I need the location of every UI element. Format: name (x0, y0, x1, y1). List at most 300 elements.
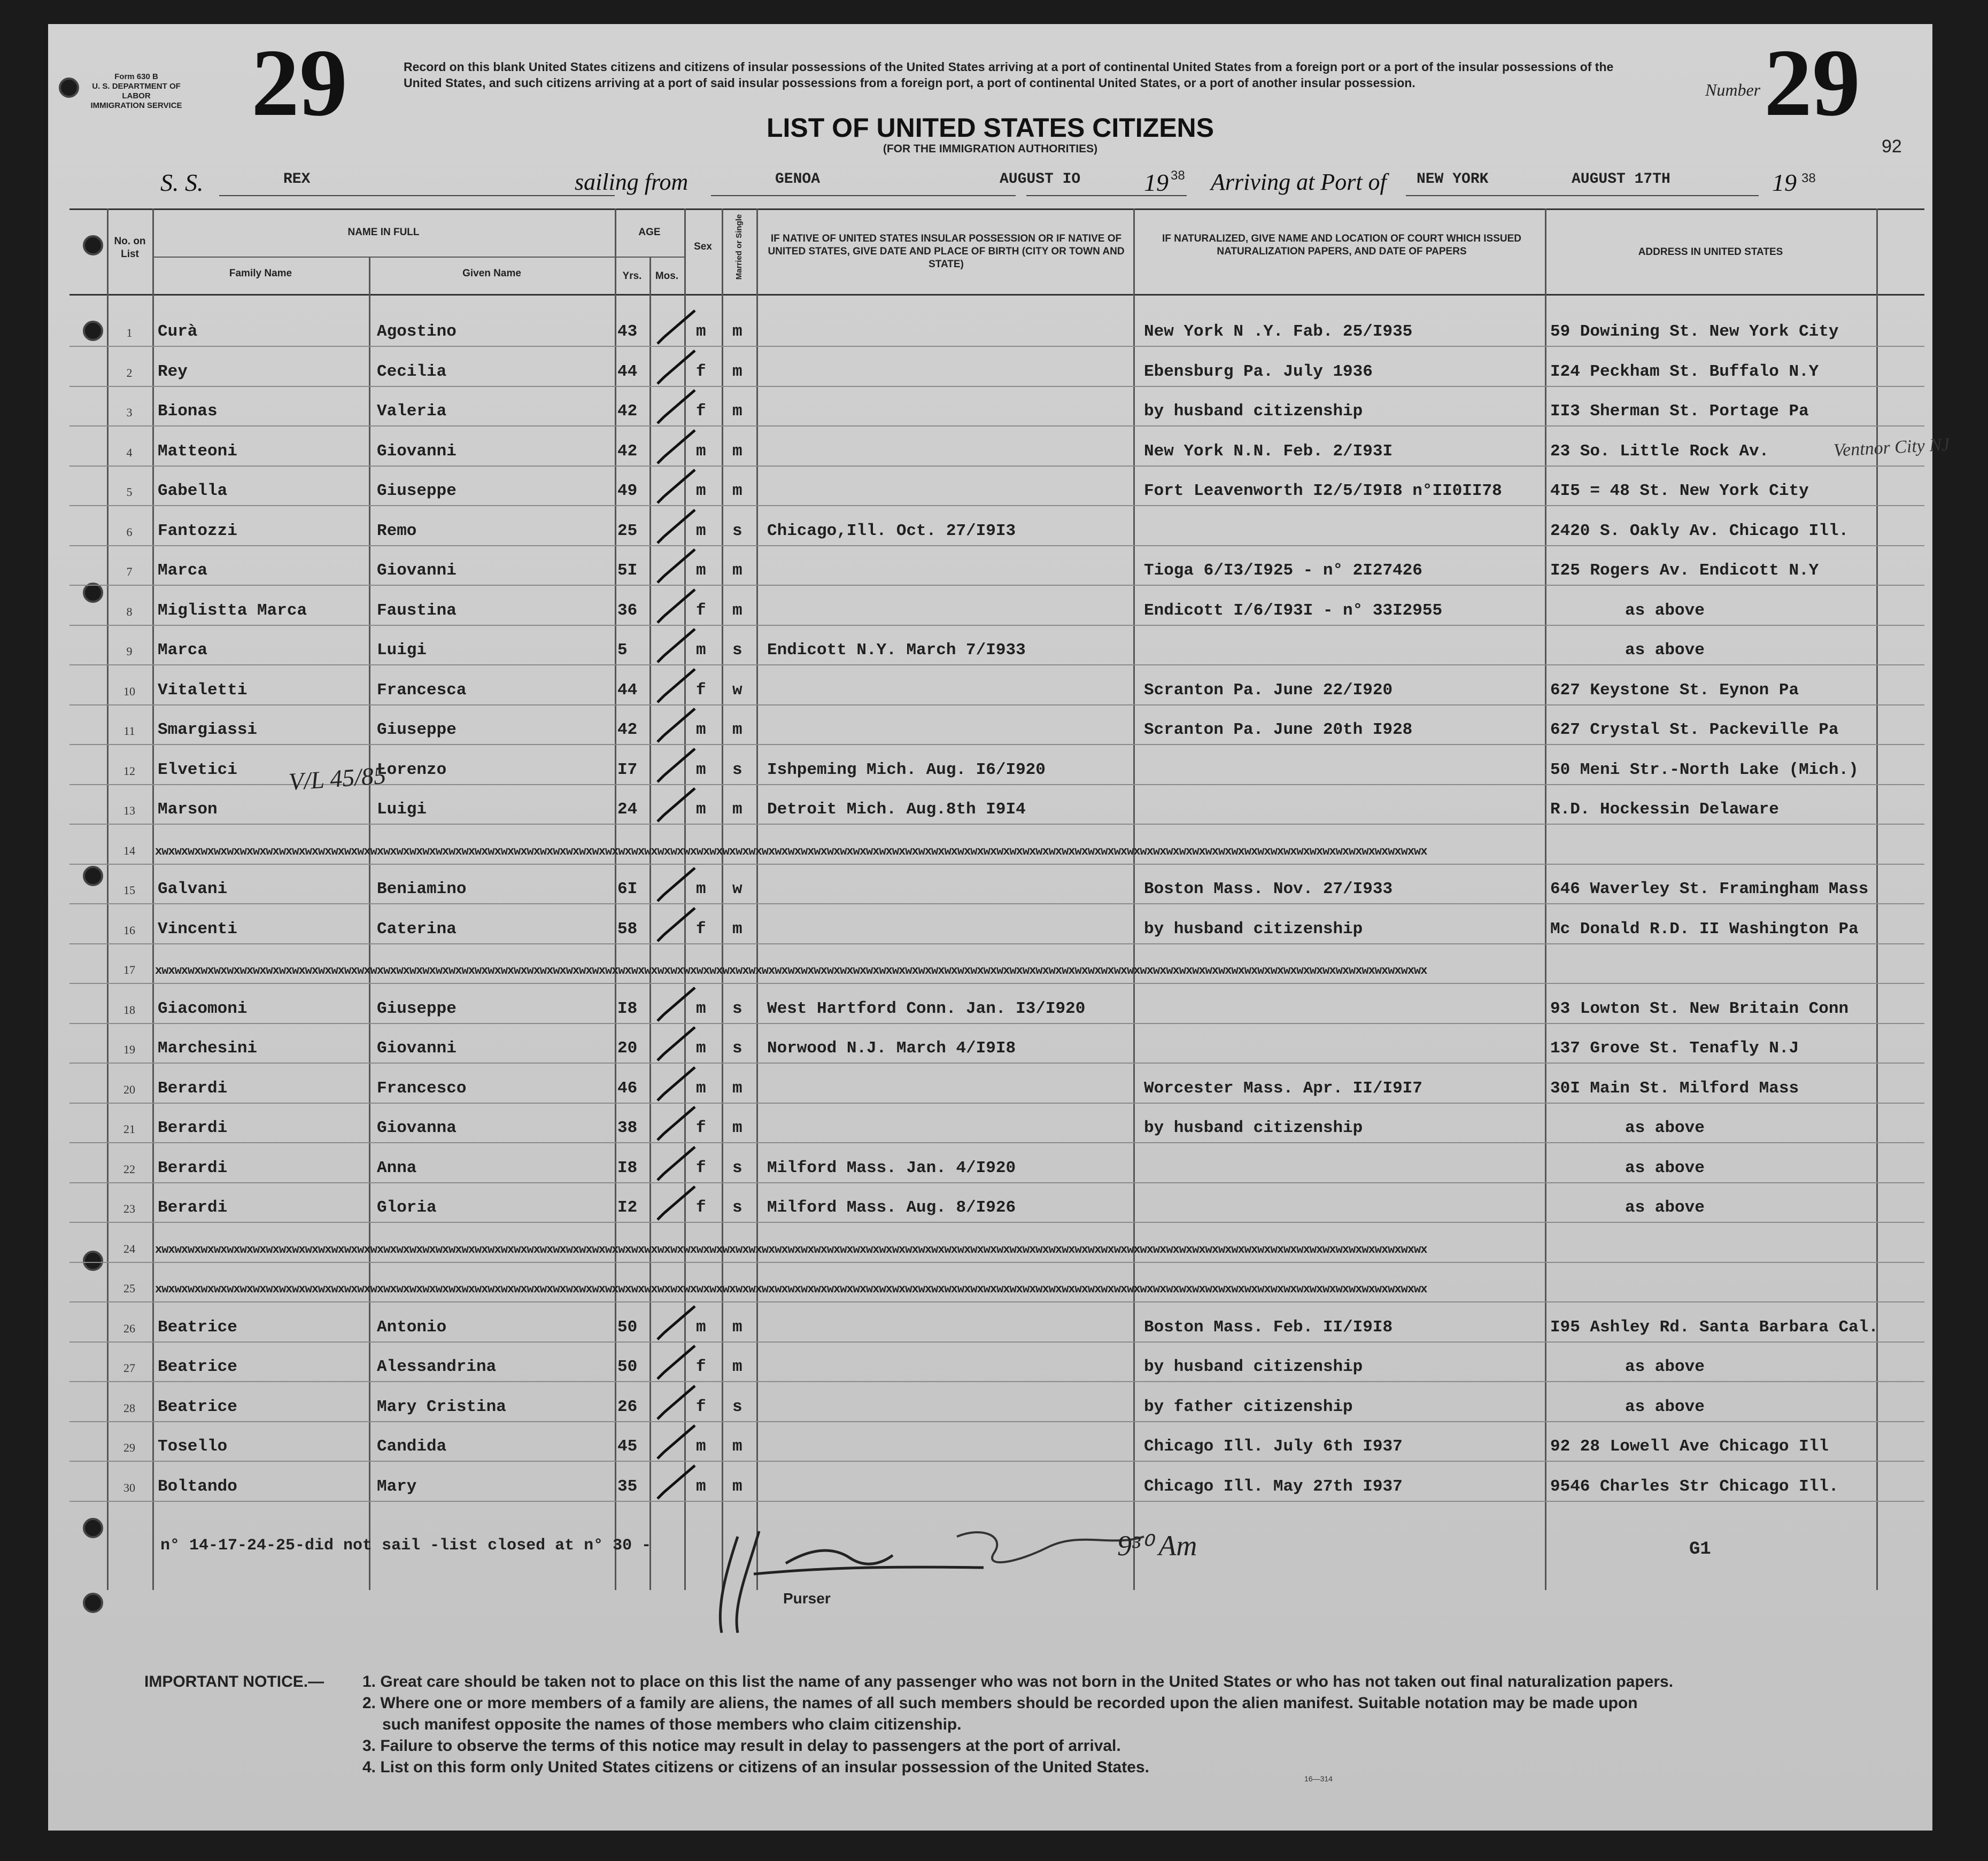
given-name: Remo (377, 522, 417, 540)
birth-place-date: Detroit Mich. Aug.8th I9I4 (767, 800, 1026, 819)
naturalization-court: Ebensburg Pa. July 1936 (1144, 362, 1373, 381)
list-number-right: 29 (1764, 29, 1860, 136)
us-address: 23 So. Little Rock Av. (1550, 442, 1769, 461)
age-years: 26 (617, 1398, 638, 1416)
row-number: 15 (123, 883, 135, 897)
family-name: Beatrice (158, 1318, 237, 1337)
naturalization-court: Boston Mass. Nov. 27/I933 (1144, 880, 1393, 898)
check-mark-icon (652, 1143, 700, 1185)
row-number: 24 (123, 1242, 135, 1255)
row-rule (69, 1142, 1924, 1143)
marital-status: s (732, 1159, 742, 1177)
check-mark-icon (652, 1182, 700, 1225)
check-mark-icon (652, 745, 700, 787)
given-name: Alessandrina (377, 1358, 497, 1376)
age-years: 6I (617, 880, 638, 898)
row-number: 28 (123, 1401, 135, 1415)
row-number: 20 (123, 1083, 135, 1096)
check-mark-icon (652, 625, 700, 668)
row-number: 14 (123, 844, 135, 857)
cancelled-row-marks: xwxwxwxwxwxwxwxwxwxwxwxwxwxwxwxwxwxwxwxwxwxwxwxwxwxwxwxwxwxwxwxwxwxwxwxwxwxwxwxwxwxwxwxwxwxwxwxwxwxwxwxwxwxwxwxwxwxwxwxwxwxwxwxwxwxwxwxwxwxwxwxwxwxwxwxwxwxwxwxwxwxwxwxwxwxwxwxwxwxwxwxwxwxwxwxwxwx (155, 1243, 1427, 1257)
row-rule (69, 1023, 1924, 1024)
row-number: 25 (123, 1282, 135, 1295)
us-address: Mc Donald R.D. II Washington Pa (1550, 920, 1859, 939)
number-label: Number (1705, 80, 1761, 99)
sail-date: AUGUST IO (1000, 171, 1081, 188)
sex: f (696, 601, 706, 620)
us-address: as above (1625, 601, 1705, 620)
given-name: Agostino (377, 322, 457, 341)
given-name: Anna (377, 1159, 417, 1177)
family-name: Giacomoni (158, 999, 247, 1018)
table-top-border (69, 208, 1924, 210)
naturalization-court: by husband citizenship (1144, 1119, 1363, 1137)
row-rule (69, 1301, 1924, 1302)
us-address: as above (1625, 1119, 1705, 1137)
given-name: Giuseppe (377, 999, 457, 1018)
marital-status: m (732, 482, 742, 500)
age-years: 42 (617, 402, 638, 421)
given-name: Valeria (377, 402, 447, 421)
sex: m (696, 322, 706, 341)
sex: m (696, 1318, 706, 1337)
col-naturalized-header: IF NATURALIZED, GIVE NAME AND LOCATION OF COURT WHICH ISSUED NATURALIZATION PAPERS, AND DATE OF PAPERS (1162, 233, 1521, 257)
col-sex-header: Sex (694, 241, 712, 252)
corner-number: 92 (1882, 136, 1902, 157)
binder-hole (83, 321, 103, 341)
marital-status: s (732, 1039, 742, 1058)
row-rule (69, 346, 1924, 347)
marital-status: s (732, 641, 742, 660)
purser-label: Purser (783, 1590, 831, 1607)
row-number: 3 (126, 406, 133, 419)
row-rule (69, 1342, 1924, 1343)
age-years: I8 (617, 1159, 638, 1177)
check-mark-icon (652, 983, 700, 1026)
row-rule (69, 704, 1924, 705)
age-years: 42 (617, 720, 638, 739)
check-mark-icon (652, 1302, 700, 1345)
row-rule (69, 1501, 1924, 1502)
us-address: 30I Main St. Milford Mass (1550, 1079, 1799, 1098)
col-mos-header: Mos. (655, 270, 679, 282)
col-no-header: No. on List (114, 236, 146, 260)
family-name: Rey (158, 362, 188, 381)
check-mark-icon (652, 1023, 700, 1066)
check-mark-icon (652, 1063, 700, 1106)
family-name: Smargiassi (158, 720, 258, 739)
from-underline (711, 195, 1016, 196)
notice-heading: IMPORTANT NOTICE.— (144, 1673, 324, 1691)
cancelled-row-marks: xwxwxwxwxwxwxwxwxwxwxwxwxwxwxwxwxwxwxwxwxwxwxwxwxwxwxwxwxwxwxwxwxwxwxwxwxwxwxwxwxwxwxwxwxwxwxwxwxwxwxwxwxwxwxwxwxwxwxwxwxwxwxwxwxwxwxwxwxwxwxwxwxwxwxwxwxwxwxwxwxwxwxwxwxwxwxwxwxwxwxwxwxwxwxwxwxwx (155, 845, 1427, 858)
col-line (152, 208, 154, 1590)
us-address: as above (1625, 1159, 1705, 1177)
col-name-header: NAME IN FULL (347, 227, 420, 238)
us-address: as above (1625, 1358, 1705, 1376)
sex: m (696, 482, 706, 500)
row-rule (69, 1421, 1924, 1422)
age-years: 58 (617, 920, 638, 939)
naturalization-court: Fort Leavenworth I2/5/I9I8 n°II0II78 (1144, 482, 1502, 500)
cancelled-row-marks: xwxwxwxwxwxwxwxwxwxwxwxwxwxwxwxwxwxwxwxwxwxwxwxwxwxwxwxwxwxwxwxwxwxwxwxwxwxwxwxwxwxwxwxwxwxwxwxwxwxwxwxwxwxwxwxwxwxwxwxwxwxwxwxwxwxwxwxwxwxwxwxwxwxwxwxwxwxwxwxwxwxwxwxwxwxwxwxwxwxwxwxwxwxwxwxwxwx (155, 1283, 1427, 1296)
given-name: Caterina (377, 920, 457, 939)
check-mark-icon (652, 1103, 700, 1145)
family-name: Miglistta Marca (158, 601, 307, 620)
form-number: Form 630 B (114, 72, 158, 81)
col-line (1876, 208, 1878, 1590)
naturalization-court: Tioga 6/I3/I925 - n° 2I27426 (1144, 561, 1422, 580)
given-name: Giuseppe (377, 720, 457, 739)
sex: f (696, 362, 706, 381)
us-address: 2420 S. Oakly Av. Chicago Ill. (1550, 522, 1849, 540)
check-mark-icon (652, 386, 700, 429)
row-number: 5 (126, 485, 133, 499)
row-number: 2 (126, 366, 133, 379)
check-mark-icon (652, 306, 700, 349)
sex: f (696, 1198, 706, 1217)
family-name: Fantozzi (158, 522, 237, 540)
col-line (369, 257, 370, 1590)
age-years: 25 (617, 522, 638, 540)
marital-status: m (732, 800, 742, 819)
manifest-sheet (48, 24, 1950, 1831)
binder-hole (83, 1593, 103, 1613)
family-name: Berardi (158, 1159, 228, 1177)
row-rule (69, 1103, 1924, 1104)
age-years: 45 (617, 1437, 638, 1456)
birth-place-date: Endicott N.Y. March 7/I933 (767, 641, 1026, 660)
sex: m (696, 1437, 706, 1456)
marital-status: s (732, 761, 742, 779)
row-rule (69, 505, 1924, 506)
row-number: 22 (123, 1162, 135, 1176)
row-number: 19 (123, 1043, 135, 1056)
us-address: I24 Peckham St. Buffalo N.Y (1550, 362, 1819, 381)
age-years: 43 (617, 322, 638, 341)
given-name: Giovanni (377, 1039, 457, 1058)
given-name: Giovanni (377, 442, 457, 461)
col-family-header: Family Name (229, 268, 292, 279)
binder-hole (83, 1251, 103, 1271)
family-name: Marson (158, 800, 218, 819)
check-mark-icon (652, 1461, 700, 1504)
row-rule (69, 1182, 1924, 1183)
age-years: 49 (617, 482, 638, 500)
naturalization-court: by husband citizenship (1144, 920, 1363, 939)
marital-status: m (732, 322, 742, 341)
family-name: Marchesini (158, 1039, 258, 1058)
list-number-left: 29 (251, 29, 347, 136)
naturalization-court: Chicago Ill. July 6th I937 (1144, 1437, 1403, 1456)
row-number: 1 (126, 326, 133, 339)
binder-hole (83, 866, 103, 886)
row-rule (69, 585, 1924, 586)
notice-item-2-cont: such manifest opposite the names of those members who claim citizenship. (382, 1716, 962, 1733)
row-rule (69, 744, 1924, 745)
page-title: LIST OF UNITED STATES CITIZENS (766, 113, 1215, 143)
age-years: 50 (617, 1358, 638, 1376)
sex: f (696, 681, 706, 700)
us-address: R.D. Hockessin Delaware (1550, 800, 1779, 819)
naturalization-court: Endicott I/6/I93I - n° 33I2955 (1144, 601, 1443, 620)
check-mark-icon (652, 466, 700, 508)
sex: f (696, 920, 706, 939)
age-years: 24 (617, 800, 638, 819)
marital-status: m (732, 442, 742, 461)
row-number: 29 (123, 1441, 135, 1454)
given-name: Francesca (377, 681, 467, 700)
row-number: 10 (123, 685, 135, 698)
arriving-label: Arriving at Port of (1211, 169, 1387, 195)
age-years: 50 (617, 1318, 638, 1337)
age-years: 5I (617, 561, 638, 580)
marital-status: s (732, 999, 742, 1018)
check-mark-icon (652, 426, 700, 469)
family-name: Berardi (158, 1198, 228, 1217)
row-rule (69, 824, 1924, 825)
birth-place-date: West Hartford Conn. Jan. I3/I920 (767, 999, 1086, 1018)
family-name: Marca (158, 641, 208, 660)
row-rule (69, 466, 1924, 467)
check-mark-icon (652, 1342, 700, 1384)
age-years: I7 (617, 761, 638, 779)
row-rule (69, 983, 1924, 984)
marital-status: w (732, 880, 742, 898)
birth-place-date: Norwood N.J. March 4/I9I8 (767, 1039, 1016, 1058)
marital-status: m (732, 1119, 742, 1137)
us-address: as above (1625, 1398, 1705, 1416)
naturalization-court: Scranton Pa. June 20th I928 (1144, 720, 1413, 739)
page-subtitle: (FOR THE IMMIGRATION AUTHORITIES) (883, 143, 1098, 155)
notice-item-4: 4. List on this form only United States citizens or citizens of an insular possession of the United States. (362, 1758, 1149, 1776)
marital-status: s (732, 1398, 742, 1416)
naturalization-court: Boston Mass. Feb. II/I9I8 (1144, 1318, 1393, 1337)
us-address: 9546 Charles Str Chicago Ill. (1550, 1477, 1839, 1496)
given-name: Francesco (377, 1079, 467, 1098)
margin-note: V/L 45/85 (288, 761, 387, 796)
check-mark-icon (652, 1382, 700, 1424)
given-name: Giuseppe (377, 482, 457, 500)
given-name: Luigi (377, 800, 427, 819)
given-name: Mary Cristina (377, 1398, 506, 1416)
row-rule (69, 425, 1924, 427)
us-address: 92 28 Lowell Ave Chicago Ill (1550, 1437, 1829, 1456)
family-name: Curà (158, 322, 198, 341)
cancelled-row-marks: xwxwxwxwxwxwxwxwxwxwxwxwxwxwxwxwxwxwxwxwxwxwxwxwxwxwxwxwxwxwxwxwxwxwxwxwxwxwxwxwxwxwxwxwxwxwxwxwxwxwxwxwxwxwxwxwxwxwxwxwxwxwxwxwxwxwxwxwxwxwxwxwxwxwxwxwxwxwxwxwxwxwxwxwxwxwxwxwxwxwxwxwxwxwxwxwxwx (155, 964, 1427, 978)
row-rule (69, 386, 1924, 387)
row-number: 11 (123, 724, 135, 738)
form-code: 16—314 (1304, 1774, 1333, 1783)
sex: m (696, 641, 706, 660)
check-mark-icon (652, 784, 700, 827)
col-line (756, 208, 758, 1590)
row-number: 23 (123, 1202, 135, 1215)
sex: m (696, 999, 706, 1018)
sex: m (696, 1477, 706, 1496)
col-line (615, 208, 616, 1590)
row-number: 12 (123, 764, 135, 778)
row-rule (69, 903, 1924, 904)
sex: f (696, 402, 706, 421)
family-name: Tosello (158, 1437, 228, 1456)
family-name: Beatrice (158, 1398, 237, 1416)
family-name: Gabella (158, 482, 228, 500)
us-address: as above (1625, 1198, 1705, 1217)
row-number: 9 (126, 645, 133, 658)
row-number: 7 (126, 565, 133, 578)
given-name: Cecilia (377, 362, 447, 381)
given-name: Mary (377, 1477, 417, 1496)
age-years: 46 (617, 1079, 638, 1098)
sex: m (696, 880, 706, 898)
family-name: Berardi (158, 1079, 228, 1098)
year2-prefix: 19 (1772, 169, 1797, 196)
marital-status: s (732, 522, 742, 540)
marital-status: m (732, 1437, 742, 1456)
arrival-port: NEW YORK (1417, 171, 1489, 188)
us-address: I95 Ashley Rd. Santa Barbara Cal. (1550, 1318, 1878, 1337)
row-number: 26 (123, 1322, 135, 1335)
given-name: Antonio (377, 1318, 447, 1337)
family-name: Beatrice (158, 1358, 237, 1376)
row-rule (69, 545, 1924, 546)
sailing-label: sailing from (575, 169, 689, 195)
sex: m (696, 442, 706, 461)
check-mark-icon (652, 585, 700, 628)
age-years: 36 (617, 601, 638, 620)
col-address-header: ADDRESS IN UNITED STATES (1638, 246, 1783, 258)
binder-hole (83, 1518, 103, 1538)
us-address: 93 Lowton St. New Britain Conn (1550, 999, 1849, 1018)
given-name: Beniamino (377, 880, 467, 898)
marital-status: m (732, 920, 742, 939)
col-line (1133, 208, 1135, 1590)
marital-status: m (732, 1477, 742, 1496)
sex: m (696, 561, 706, 580)
age-years: I8 (617, 999, 638, 1018)
birth-place-date: Milford Mass. Aug. 8/I926 (767, 1198, 1016, 1217)
naturalization-court: by husband citizenship (1144, 402, 1363, 421)
birth-place-date: Ishpeming Mich. Aug. I6/I920 (767, 761, 1046, 779)
family-name: Matteoni (158, 442, 237, 461)
marital-status: m (732, 1318, 742, 1337)
family-name: Berardi (158, 1119, 228, 1137)
notice-item-3: 3. Failure to observe the terms of this notice may result in delay to passengers at the port of arrival. (362, 1737, 1121, 1755)
year2-suffix: 38 (1801, 171, 1816, 185)
us-address: II3 Sherman St. Portage Pa (1550, 402, 1809, 421)
sex: m (696, 1039, 706, 1058)
age-years: 20 (617, 1039, 638, 1058)
age-years: 44 (617, 681, 638, 700)
address-note: Ventnor City NJ (1833, 435, 1950, 461)
sex: m (696, 800, 706, 819)
row-rule (69, 1381, 1924, 1382)
row-rule (69, 1063, 1924, 1064)
given-name: Luigi (377, 641, 427, 660)
birth-place-date: Milford Mass. Jan. 4/I920 (767, 1159, 1016, 1177)
row-number: 4 (126, 446, 133, 459)
check-mark-icon (652, 864, 700, 906)
row-rule (69, 943, 1924, 944)
name-split-line (152, 257, 615, 258)
marital-status: m (732, 402, 742, 421)
row-number: 8 (126, 605, 133, 618)
given-name: Faustina (377, 601, 457, 620)
marital-status: s (732, 1198, 742, 1217)
naturalization-court: Scranton Pa. June 22/I920 (1144, 681, 1393, 700)
ship-underline (219, 195, 615, 196)
us-address: 627 Keystone St. Eynon Pa (1550, 681, 1799, 700)
year1-suffix: 38 (1171, 168, 1185, 183)
sex: m (696, 761, 706, 779)
intro-text: Record on this blank United States citizens and citizens of insular possessions of the United States arriving at a port of continental United States from a foreign port or a port of the insular possessions of the United States, and such citizens arriving at a port of said insular possessions from a foreign port, a port of continental United States, or a port of another insular possession. (404, 60, 1614, 90)
binder-hole (59, 77, 79, 98)
year1-prefix: 19 (1144, 169, 1169, 196)
family-name: Boltando (158, 1477, 237, 1496)
row-number: 27 (123, 1361, 135, 1375)
age-years: 44 (617, 362, 638, 381)
us-address: 4I5 = 48 St. New York City (1550, 482, 1809, 500)
marital-status: m (732, 362, 742, 381)
marital-status: m (732, 1358, 742, 1376)
col-age-header: AGE (638, 227, 661, 238)
check-mark-icon (652, 1421, 700, 1464)
family-name: Galvani (158, 880, 228, 898)
check-mark-icon (652, 704, 700, 747)
us-address: 50 Meni Str.-North Lake (Mich.) (1550, 761, 1859, 779)
row-rule (69, 1262, 1924, 1263)
from-port: GENOA (775, 171, 821, 188)
check-mark-icon (652, 545, 700, 588)
sex: m (696, 1079, 706, 1098)
row-rule (69, 1461, 1924, 1462)
department-name: U. S. DEPARTMENT OF LABOR (92, 82, 181, 100)
naturalization-court: Worcester Mass. Apr. II/I9I7 (1144, 1079, 1422, 1098)
us-address: 137 Grove St. Tenafly N.J (1550, 1039, 1799, 1058)
page-code: G1 (1689, 1539, 1711, 1560)
row-rule (69, 625, 1924, 626)
row-rule (69, 864, 1924, 865)
notice-item-2: 2. Where one or more members of a family are aliens, the names of all such members should be recorded upon the alien manifest. Suitable notation may be made upon (362, 1694, 1638, 1712)
table-header-border (69, 294, 1924, 296)
marital-status: m (732, 561, 742, 580)
sex: f (696, 1398, 706, 1416)
row-number: 16 (123, 924, 135, 937)
naturalization-court: New York N.N. Feb. 2/I93I (1144, 442, 1393, 461)
us-address: I25 Rogers Av. Endicott N.Y (1550, 561, 1819, 580)
row-rule (69, 1222, 1924, 1223)
col-line (649, 257, 651, 1590)
service-name: IMMIGRATION SERVICE (90, 101, 182, 110)
age-years: 35 (617, 1477, 638, 1496)
us-address: 627 Crystal St. Packeville Pa (1550, 720, 1839, 739)
closing-note: n° 14-17-24-25-did not sail -list closed at n° 30 - (160, 1537, 652, 1555)
col-given-header: Given Name (462, 268, 521, 279)
given-name: Lorenzo (377, 761, 447, 779)
age-years: 42 (617, 442, 638, 461)
us-address: 59 Dowining St. New York City (1550, 322, 1839, 341)
age-years: 38 (617, 1119, 638, 1137)
sex: m (696, 720, 706, 739)
family-name: Vincenti (158, 920, 237, 939)
age-years: 5 (617, 641, 628, 660)
check-mark-icon (652, 904, 700, 947)
family-name: Elvetici (158, 761, 237, 779)
family-name: Vitaletti (158, 681, 247, 700)
col-yrs-header: Yrs. (622, 270, 642, 282)
marital-status: w (732, 681, 742, 700)
col-line (1545, 208, 1546, 1590)
